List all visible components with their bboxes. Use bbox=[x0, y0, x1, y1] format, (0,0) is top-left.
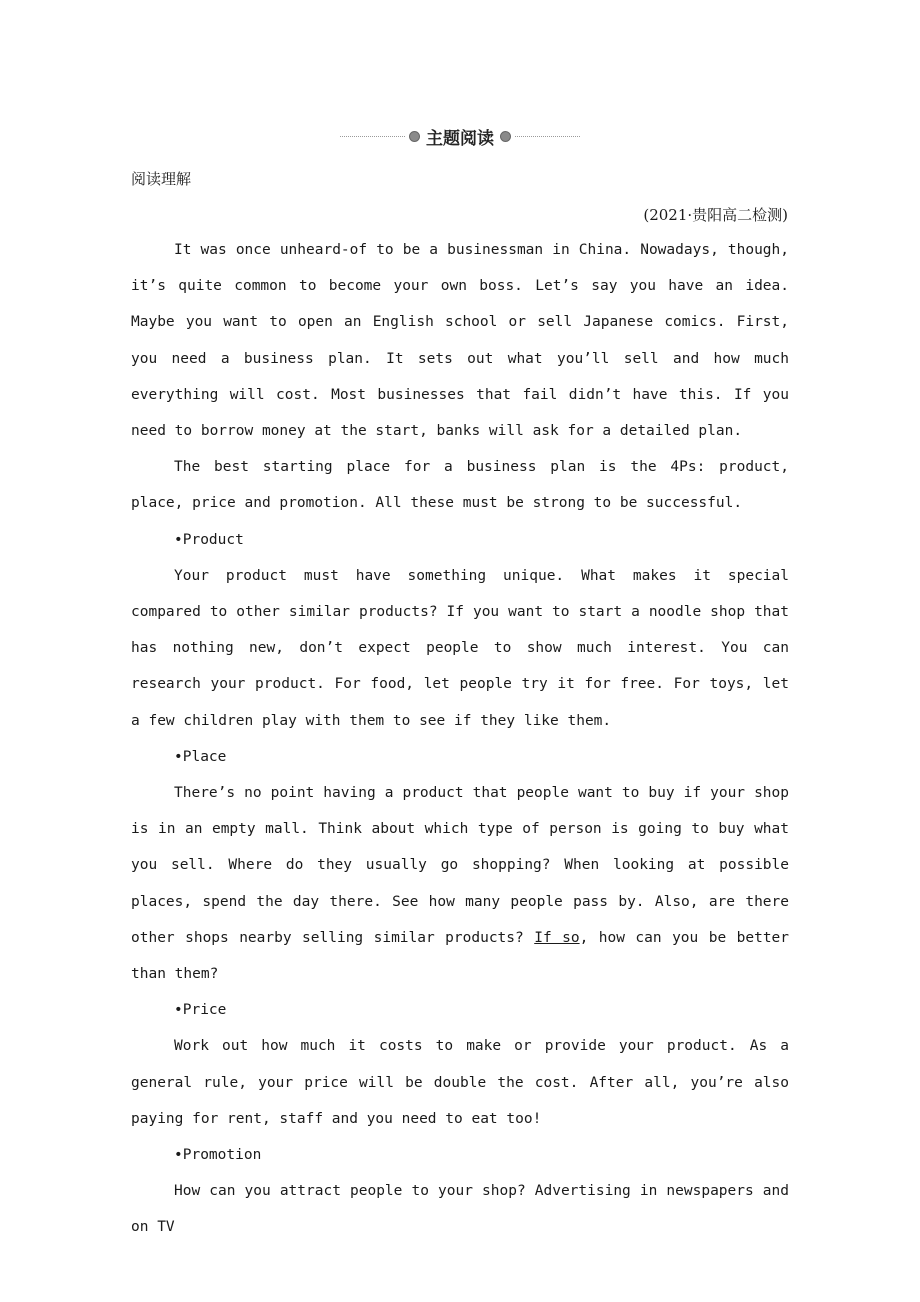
source-citation: (2021·贵阳高二检测) bbox=[643, 206, 788, 224]
section-header bbox=[340, 122, 580, 150]
underlined-phrase: If so bbox=[534, 929, 580, 946]
heading-place: •Place bbox=[174, 748, 227, 765]
header-right-ornament-icon bbox=[500, 131, 511, 142]
paragraph-place-text: There’s no point having a product that people want to buy if your shop is in an empty mall. Think about which type of person is going to buy what you sell. Where do they usually go shopping? When looking at possible places, spend the day there. See how many people pass by. Also, are there other shops nearby selling similar products? bbox=[131, 785, 789, 946]
header-left-rule bbox=[340, 136, 405, 137]
heading-product: •Product bbox=[174, 531, 244, 548]
paragraph-place bbox=[131, 775, 789, 992]
heading-promotion: •Promotion bbox=[174, 1147, 262, 1164]
passage-body bbox=[131, 232, 789, 1246]
paragraph-4ps: The best starting place for a business plan is the 4Ps: product, place, price and promotion. All these must be strong to be successful. bbox=[131, 459, 789, 512]
paragraph-place-end: , how can you be better than them? bbox=[131, 929, 790, 983]
paragraph-intro: It was once unheard-of to be a businessman in China. Nowadays, though, it’s quite common to become your own boss. Let’s say you have an idea. Maybe you want to open an English school or sell Japanese comics. First, you need a business plan. It sets out what you’ll sell and how much everything will cost. Most businesses that fail didn’t have this. If you need to borrow money at the start, banks will ask for a detailed plan. bbox=[131, 242, 789, 440]
section-label: 阅读理解 bbox=[131, 170, 192, 188]
paragraph-price: Work out how much it costs to make or provide your product. As a general rule, your price will be double the cost. After all, you’re also paying for rent, staff and you need to eat too! bbox=[131, 1038, 789, 1127]
header-title: 主题阅读 bbox=[426, 128, 494, 149]
header-right-rule bbox=[515, 136, 580, 137]
paragraph-promotion: How can you attract people to your shop? Advertising in newspapers and on TV bbox=[131, 1183, 789, 1236]
heading-price: •Price bbox=[174, 1002, 227, 1019]
header-left-ornament-icon bbox=[409, 131, 420, 142]
paragraph-product: Your product must have something unique. What makes it special compared to other similar products? If you want to start a noodle shop that has nothing new, don’t expect people to show much interest. You can research your product. For food, let people try it for free. For toys, let a few children play with them to see if they like them. bbox=[131, 567, 789, 729]
